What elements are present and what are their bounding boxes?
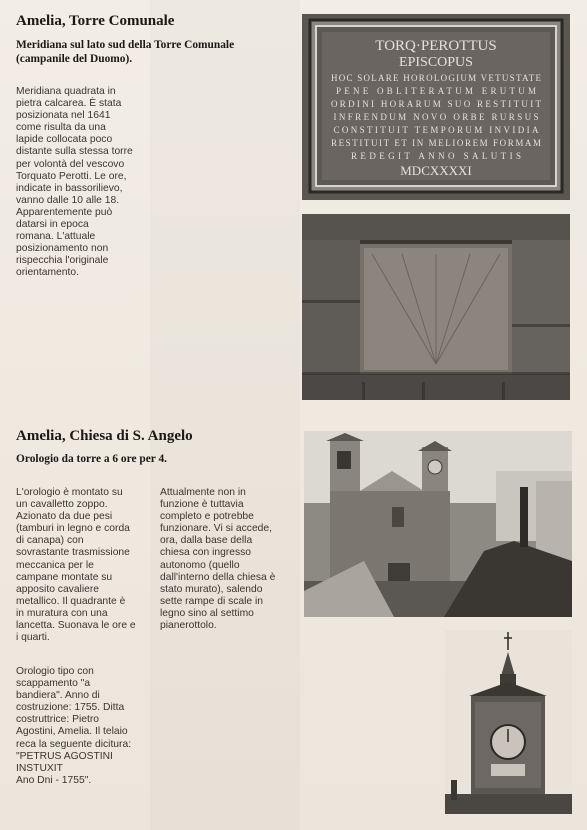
- plaque-line-3: HOC SOLARE HOROLOGIUM VETUSTATE: [331, 73, 541, 83]
- section-subtitle-orologio: Orologio da torre a 6 ore per 4.: [16, 453, 168, 465]
- plaque-line-8: RESTITUIT ET IN MELIOREM FORMAM: [331, 138, 541, 148]
- plaque-line-9: REDEGIT ANNO SALUTIS: [351, 151, 521, 161]
- section-body-meridiana: Meridiana quadrata in pietra calcarea. È stata posizionata nel 1641 come risulta da una lapide collocata poco distante sulla stessa torre per volontà del vescovo Torquato Perotti. Le ore, indicate in bassorilievo, vanno dalle 10 alle 18. Apparentemente può datarsi in epoca romana. L'attuale posizionamento non rispecchia l'originale orientamento.: [16, 86, 133, 279]
- photo-church-s-angelo: [304, 431, 572, 617]
- section-subtitle-meridiana: Meridiana sul lato sud della Torre Comunale (campanile del Duomo).: [16, 39, 235, 65]
- plaque-line-4: PENE OBLITERATUM ERUTUM: [336, 86, 536, 96]
- page-gutter: [150, 0, 300, 830]
- plaque-line-7: CONSTITUIT TEMPORUM INVIDIA: [333, 125, 539, 135]
- section-title-chiesa-s-angelo: Amelia, Chiesa di S. Angelo: [16, 428, 193, 444]
- photo-clock-tower: [445, 630, 572, 814]
- section-body-col1-p2: Orologio tipo con scappamento "a bandiera". Anno di costruzione: 1755. Ditta costruttrice: Pietro Agostini, Amelia. Il telaio reca la seguente dicitura: "PETRUS AGOSTINI INSTUXIT Ano Dni - 1755".: [16, 666, 132, 786]
- plaque-line-6: INFRENDUM NOVO ORBE RURSUS: [333, 112, 539, 122]
- plaque-line-2: EPISCOPUS: [399, 55, 473, 70]
- section-body-col1-p1: L'orologio è montato su un cavalletto zoppo. Azionato da due pesi (tamburi in legno e corda di canapa) con sovrastante trasmissione meccanica per le campane montate su apposito cavaliere metallico. Il quadrante è in muratura con una lancetta. Suonava le ore e i quarti.: [16, 487, 136, 644]
- plaque-line-5: ORDINI HORARUM SUO RESTITUIT: [331, 99, 541, 109]
- plaque-line-10: MDCXXXXI: [400, 163, 472, 178]
- photo-inscription-plaque: [302, 14, 570, 200]
- plaque-line-1: TORQ·PEROTTUS: [375, 38, 497, 54]
- section-title-torre-comunale: Amelia, Torre Comunale: [16, 13, 175, 29]
- section-body-col2: Attualmente non in funzione è tuttavia completo e potrebbe funzionare. Vi si accede, ora, dalla base della chiesa con ingresso autonomo (quello dall'interno della chiesa è stato murato), salendo sette rampe di scale in legno sino al settimo pianerottolo.: [160, 487, 276, 632]
- photo-sundial-stone: [302, 214, 570, 400]
